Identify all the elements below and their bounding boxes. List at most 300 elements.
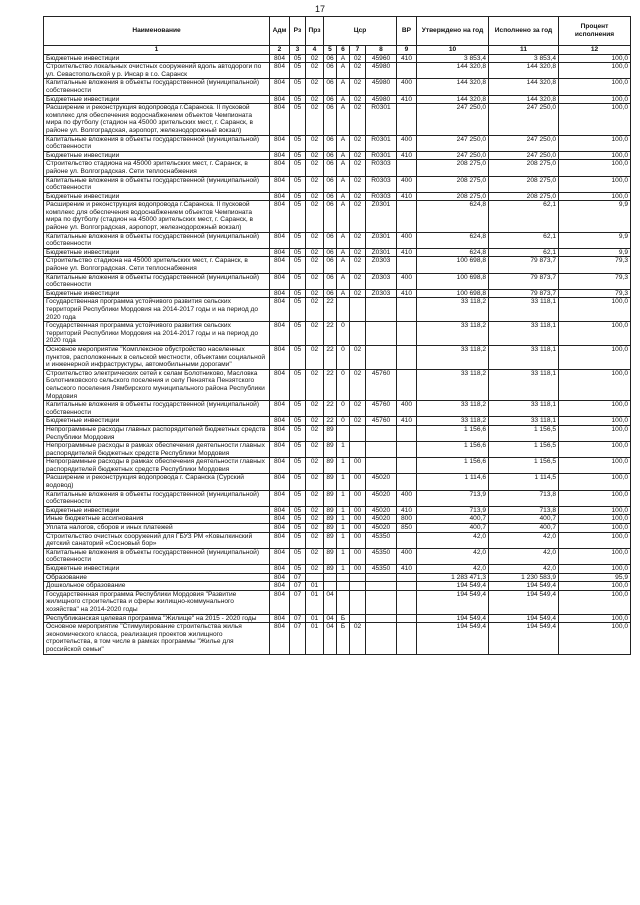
cell-executed: 62,1	[489, 248, 559, 257]
col-number: 7	[350, 46, 366, 55]
cell-prz: 02	[306, 257, 324, 273]
cell-rz: 05	[290, 54, 306, 63]
cell-csr-2: А	[337, 232, 350, 248]
header-prz: Прз	[306, 17, 324, 46]
cell-vr	[397, 369, 417, 400]
cell-csr-1: 06	[324, 232, 337, 248]
cell-percent: 100,0	[559, 63, 631, 79]
cell-adm: 804	[270, 524, 290, 533]
cell-percent: 100,0	[559, 369, 631, 400]
col-number: 12	[559, 46, 631, 55]
cell-vr	[397, 590, 417, 614]
cell-approved: 1 283 471,3	[417, 573, 489, 582]
cell-percent: 100,0	[559, 524, 631, 533]
cell-percent: 100,0	[559, 474, 631, 490]
cell-csr-2: А	[337, 273, 350, 289]
cell-prz: 01	[306, 590, 324, 614]
cell-prz: 02	[306, 63, 324, 79]
cell-rz: 05	[290, 273, 306, 289]
cell-csr-2	[337, 582, 350, 591]
cell-vr	[397, 623, 417, 654]
cell-csr-4: 45350	[366, 548, 397, 564]
cell-prz: 02	[306, 192, 324, 201]
page-number: 17	[314, 4, 325, 14]
cell-vr: 410	[397, 192, 417, 201]
cell-prz: 02	[306, 401, 324, 417]
cell-csr-4: 45980	[366, 95, 397, 104]
cell-adm: 804	[270, 298, 290, 322]
cell-csr-3: 02	[350, 401, 366, 417]
cell-csr-2: А	[337, 95, 350, 104]
cell-csr-4: R0303	[366, 192, 397, 201]
cell-csr-4: R0301	[366, 104, 397, 135]
cell-executed: 400,7	[489, 515, 559, 524]
cell-csr-4	[366, 425, 397, 441]
cell-name: Расширение и реконструкция водопровода г.Саранска. II пусковой комплекс для обеспечения водоснабжением объектов Чемпионата мира по футболу (стадион на 45000 зрительских мест, г. Саранск, в районе ул. Волгоградская, аэропорт, железнодорожный вокзал)	[44, 201, 270, 232]
cell-prz: 02	[306, 298, 324, 322]
cell-executed: 208 275,0	[489, 160, 559, 176]
table-row	[44, 298, 631, 322]
cell-adm: 804	[270, 192, 290, 201]
cell-executed: 1 114,5	[489, 474, 559, 490]
cell-csr-3: 02	[350, 151, 366, 160]
cell-name: Капитальные вложения в объекты государственной (муниципальной) собственности	[44, 79, 270, 95]
cell-percent: 100,0	[559, 95, 631, 104]
cell-executed: 400,7	[489, 524, 559, 533]
cell-adm: 804	[270, 289, 290, 298]
cell-name: Государственная программа устойчивого развития сельских территорий Республики Мордовия на 2014-2017 годы и на период до 2020 года	[44, 298, 270, 322]
cell-executed: 247 250,0	[489, 151, 559, 160]
cell-approved: 144 320,8	[417, 79, 489, 95]
cell-name: Бюджетные инвестиции	[44, 248, 270, 257]
cell-prz: 02	[306, 490, 324, 506]
col-number: 5	[324, 46, 337, 55]
cell-adm: 804	[270, 232, 290, 248]
cell-rz: 05	[290, 95, 306, 104]
cell-rz: 05	[290, 201, 306, 232]
cell-vr: 800	[397, 515, 417, 524]
cell-csr-1: 22	[324, 322, 337, 346]
cell-csr-2: А	[337, 160, 350, 176]
cell-percent: 100,0	[559, 614, 631, 623]
cell-percent: 100,0	[559, 515, 631, 524]
table-row	[44, 573, 631, 582]
cell-csr-3: 02	[350, 79, 366, 95]
cell-vr: 410	[397, 151, 417, 160]
cell-csr-3: 00	[350, 506, 366, 515]
cell-prz	[306, 573, 324, 582]
cell-csr-4: 45020	[366, 515, 397, 524]
cell-csr-2: А	[337, 104, 350, 135]
cell-rz: 05	[290, 232, 306, 248]
cell-prz: 02	[306, 151, 324, 160]
cell-rz: 05	[290, 176, 306, 192]
cell-executed: 33 118,1	[489, 322, 559, 346]
budget-table	[43, 16, 631, 655]
cell-rz: 05	[290, 548, 306, 564]
cell-rz: 05	[290, 515, 306, 524]
cell-adm: 804	[270, 417, 290, 426]
header-row	[44, 17, 631, 46]
cell-adm: 804	[270, 401, 290, 417]
table-row	[44, 401, 631, 417]
cell-percent: 9,9	[559, 201, 631, 232]
header-name: Наименование	[44, 17, 270, 46]
cell-approved: 33 118,2	[417, 401, 489, 417]
cell-adm: 804	[270, 490, 290, 506]
cell-percent: 9,9	[559, 248, 631, 257]
cell-csr-2: 1	[337, 474, 350, 490]
cell-prz: 01	[306, 623, 324, 654]
cell-executed: 62,1	[489, 232, 559, 248]
cell-csr-4: 45760	[366, 369, 397, 400]
cell-rz: 05	[290, 490, 306, 506]
cell-csr-4: Z0301	[366, 248, 397, 257]
cell-rz: 05	[290, 79, 306, 95]
cell-prz: 02	[306, 425, 324, 441]
cell-csr-1: 06	[324, 289, 337, 298]
cell-percent: 9,9	[559, 232, 631, 248]
cell-name: Основное мероприятие "Стимулирование строительства жилья экономического класса, реализация проектов жилищного строительства, в том числе в рамках программы "Жилье для российской семьи"	[44, 623, 270, 654]
cell-csr-1: 89	[324, 506, 337, 515]
table-row	[44, 524, 631, 533]
cell-csr-1: 22	[324, 298, 337, 322]
cell-percent: 100,0	[559, 192, 631, 201]
cell-vr	[397, 532, 417, 548]
cell-adm: 804	[270, 273, 290, 289]
cell-rz: 05	[290, 289, 306, 298]
cell-percent: 100,0	[559, 565, 631, 574]
cell-csr-2: 1	[337, 548, 350, 564]
cell-rz: 05	[290, 369, 306, 400]
cell-name: Государственная программа устойчивого развития сельских территорий Республики Мордовия на 2014-2017 годы и на период до 2020 года	[44, 322, 270, 346]
cell-approved: 194 549,4	[417, 590, 489, 614]
cell-csr-1: 04	[324, 590, 337, 614]
cell-percent: 100,0	[559, 506, 631, 515]
cell-rz: 05	[290, 192, 306, 201]
cell-executed: 194 549,4	[489, 614, 559, 623]
cell-name: Строительство очистных сооружений для ГБУЗ РМ «Ковылкинский детский санаторий «Сосновый бор»	[44, 532, 270, 548]
cell-adm: 804	[270, 573, 290, 582]
cell-name: Образование	[44, 573, 270, 582]
cell-adm: 804	[270, 176, 290, 192]
cell-name: Строительство электрических сетей к селам Болотниково, Масловка Болотниковского сельского поселения и селу Пензятка Пензятского сельского поселения Лямбирского муниципального района Республики Мордовия	[44, 369, 270, 400]
cell-csr-2: 1	[337, 506, 350, 515]
cell-csr-4: 45960	[366, 54, 397, 63]
cell-rz: 05	[290, 401, 306, 417]
cell-prz: 01	[306, 614, 324, 623]
cell-percent: 79,3	[559, 273, 631, 289]
cell-csr-3: 02	[350, 192, 366, 201]
cell-rz: 05	[290, 151, 306, 160]
cell-executed: 208 275,0	[489, 192, 559, 201]
cell-csr-4: R0301	[366, 151, 397, 160]
cell-percent: 100,0	[559, 623, 631, 654]
cell-csr-4: 45020	[366, 474, 397, 490]
cell-prz: 02	[306, 160, 324, 176]
cell-executed: 1 156,5	[489, 442, 559, 458]
cell-rz: 07	[290, 623, 306, 654]
cell-executed: 194 549,4	[489, 590, 559, 614]
cell-executed: 1 230 583,9	[489, 573, 559, 582]
cell-executed: 42,0	[489, 532, 559, 548]
cell-name: Строительство локальных очистных сооружений вдоль автодороги по ул. Севастопольской у р. Инсар в г.о. Саранск	[44, 63, 270, 79]
col-number: 2	[270, 46, 290, 55]
cell-rz: 05	[290, 417, 306, 426]
cell-csr-1: 06	[324, 151, 337, 160]
cell-csr-3: 00	[350, 524, 366, 533]
cell-csr-2: А	[337, 151, 350, 160]
cell-adm: 804	[270, 322, 290, 346]
cell-rz: 07	[290, 614, 306, 623]
col-number: 9	[397, 46, 417, 55]
cell-csr-1: 22	[324, 417, 337, 426]
table-row	[44, 135, 631, 151]
cell-csr-1: 06	[324, 63, 337, 79]
cell-approved: 208 275,0	[417, 176, 489, 192]
cell-percent: 79,3	[559, 289, 631, 298]
cell-vr: 400	[397, 79, 417, 95]
cell-csr-2: А	[337, 54, 350, 63]
header-approved: Утверждено на год	[417, 17, 489, 46]
cell-csr-3: 00	[350, 458, 366, 474]
cell-percent: 100,0	[559, 135, 631, 151]
cell-csr-3: 00	[350, 474, 366, 490]
cell-csr-4: 45760	[366, 417, 397, 426]
cell-rz: 05	[290, 63, 306, 79]
cell-executed: 79 873,7	[489, 289, 559, 298]
table-row	[44, 201, 631, 232]
col-number: 4	[306, 46, 324, 55]
header-adm: Адм	[270, 17, 290, 46]
cell-adm: 804	[270, 623, 290, 654]
cell-approved: 33 118,2	[417, 322, 489, 346]
table-row	[44, 232, 631, 248]
cell-csr-2: 1	[337, 515, 350, 524]
cell-name: Непрограммные расходы в рамках обеспечения деятельности главных распорядителей бюджетных средств Республики Мордовия	[44, 442, 270, 458]
cell-approved: 247 250,0	[417, 135, 489, 151]
cell-percent: 100,0	[559, 345, 631, 369]
table-row	[44, 63, 631, 79]
cell-vr	[397, 63, 417, 79]
cell-percent: 100,0	[559, 458, 631, 474]
cell-adm: 804	[270, 582, 290, 591]
cell-adm: 804	[270, 614, 290, 623]
cell-csr-1: 04	[324, 623, 337, 654]
cell-csr-1: 89	[324, 474, 337, 490]
cell-csr-1: 06	[324, 160, 337, 176]
cell-adm: 804	[270, 506, 290, 515]
cell-name: Государственная программа Республики Мордовия "Развитие жилищного строительства и сферы жилищно-коммунального хозяйства" на 2014-2020 годы	[44, 590, 270, 614]
cell-executed: 33 118,1	[489, 298, 559, 322]
table-row	[44, 506, 631, 515]
cell-rz: 05	[290, 474, 306, 490]
cell-csr-3: 02	[350, 289, 366, 298]
cell-percent: 100,0	[559, 532, 631, 548]
cell-csr-2	[337, 573, 350, 582]
cell-rz: 05	[290, 458, 306, 474]
cell-percent: 100,0	[559, 582, 631, 591]
cell-csr-2: А	[337, 289, 350, 298]
col-number: 11	[489, 46, 559, 55]
cell-csr-2: 1	[337, 524, 350, 533]
cell-rz: 07	[290, 590, 306, 614]
cell-executed: 42,0	[489, 548, 559, 564]
cell-vr: 410	[397, 506, 417, 515]
cell-adm: 804	[270, 151, 290, 160]
cell-adm: 804	[270, 458, 290, 474]
cell-csr-1: 89	[324, 548, 337, 564]
cell-rz: 05	[290, 345, 306, 369]
cell-csr-2: А	[337, 192, 350, 201]
cell-prz: 02	[306, 515, 324, 524]
cell-executed: 33 118,1	[489, 401, 559, 417]
cell-csr-4: Z0301	[366, 232, 397, 248]
cell-csr-4: 45350	[366, 532, 397, 548]
cell-csr-1: 06	[324, 192, 337, 201]
cell-csr-2: 0	[337, 401, 350, 417]
cell-csr-3: 02	[350, 623, 366, 654]
cell-csr-4	[366, 590, 397, 614]
cell-prz: 02	[306, 322, 324, 346]
cell-prz: 02	[306, 79, 324, 95]
cell-csr-1: 89	[324, 442, 337, 458]
cell-name: Иные бюджетные ассигнования	[44, 515, 270, 524]
cell-csr-2	[337, 298, 350, 322]
cell-vr: 410	[397, 289, 417, 298]
table-row	[44, 248, 631, 257]
cell-vr: 410	[397, 417, 417, 426]
cell-executed: 144 320,8	[489, 63, 559, 79]
cell-prz: 02	[306, 201, 324, 232]
cell-csr-4: 45020	[366, 524, 397, 533]
cell-name: Бюджетные инвестиции	[44, 95, 270, 104]
table-row	[44, 289, 631, 298]
cell-csr-2: 1	[337, 458, 350, 474]
cell-percent: 100,0	[559, 54, 631, 63]
cell-adm: 804	[270, 548, 290, 564]
cell-csr-3: 02	[350, 160, 366, 176]
cell-csr-4: R0303	[366, 160, 397, 176]
cell-approved: 33 118,2	[417, 345, 489, 369]
cell-vr	[397, 201, 417, 232]
cell-csr-1: 89	[324, 425, 337, 441]
cell-csr-3: 02	[350, 248, 366, 257]
cell-prz: 02	[306, 506, 324, 515]
cell-vr	[397, 458, 417, 474]
cell-adm: 804	[270, 104, 290, 135]
cell-rz: 05	[290, 442, 306, 458]
cell-csr-2	[337, 590, 350, 614]
cell-csr-4	[366, 582, 397, 591]
cell-executed: 79 873,7	[489, 257, 559, 273]
cell-csr-1: 04	[324, 614, 337, 623]
cell-csr-4: Z0303	[366, 257, 397, 273]
cell-approved: 194 549,4	[417, 582, 489, 591]
cell-approved: 42,0	[417, 532, 489, 548]
cell-vr: 410	[397, 565, 417, 574]
cell-csr-4	[366, 614, 397, 623]
cell-csr-1: 89	[324, 565, 337, 574]
cell-executed: 33 118,1	[489, 345, 559, 369]
cell-rz: 05	[290, 532, 306, 548]
cell-percent: 100,0	[559, 176, 631, 192]
cell-adm: 804	[270, 248, 290, 257]
cell-approved: 1 156,6	[417, 458, 489, 474]
cell-adm: 804	[270, 590, 290, 614]
cell-csr-3: 02	[350, 345, 366, 369]
cell-csr-1: 06	[324, 257, 337, 273]
cell-prz: 02	[306, 369, 324, 400]
cell-approved: 208 275,0	[417, 192, 489, 201]
cell-approved: 208 275,0	[417, 160, 489, 176]
cell-csr-1: 22	[324, 369, 337, 400]
cell-csr-1: 06	[324, 176, 337, 192]
cell-prz: 02	[306, 232, 324, 248]
cell-rz: 05	[290, 104, 306, 135]
cell-csr-4: 45350	[366, 565, 397, 574]
table-body	[44, 54, 631, 654]
cell-vr	[397, 582, 417, 591]
cell-approved: 624,8	[417, 248, 489, 257]
cell-csr-3: 00	[350, 515, 366, 524]
cell-csr-1: 22	[324, 345, 337, 369]
cell-approved: 1 156,6	[417, 442, 489, 458]
column-number-row	[44, 46, 631, 55]
cell-csr-4: 45980	[366, 63, 397, 79]
cell-adm: 804	[270, 442, 290, 458]
cell-name: Капитальные вложения в объекты государственной (муниципальной) собственности	[44, 401, 270, 417]
cell-adm: 804	[270, 135, 290, 151]
cell-csr-1: 06	[324, 54, 337, 63]
cell-csr-4	[366, 458, 397, 474]
cell-csr-4: Z0303	[366, 289, 397, 298]
cell-adm: 804	[270, 79, 290, 95]
cell-percent: 100,0	[559, 401, 631, 417]
cell-csr-2: 1	[337, 532, 350, 548]
cell-csr-4: R0303	[366, 176, 397, 192]
cell-csr-4: 45760	[366, 401, 397, 417]
cell-csr-3: 02	[350, 417, 366, 426]
cell-csr-3: 02	[350, 95, 366, 104]
cell-csr-3: 00	[350, 532, 366, 548]
cell-prz: 02	[306, 474, 324, 490]
cell-percent: 95,9	[559, 573, 631, 582]
cell-vr	[397, 442, 417, 458]
cell-approved: 42,0	[417, 565, 489, 574]
cell-executed: 1 156,5	[489, 425, 559, 441]
col-number: 8	[366, 46, 397, 55]
cell-vr: 400	[397, 548, 417, 564]
table-row	[44, 160, 631, 176]
cell-executed: 247 250,0	[489, 104, 559, 135]
table-row	[44, 548, 631, 564]
col-number: 3	[290, 46, 306, 55]
cell-approved: 144 320,8	[417, 63, 489, 79]
table-row	[44, 515, 631, 524]
cell-vr: 410	[397, 54, 417, 63]
cell-name: Непрограммные расходы в рамках обеспечения деятельности главных распорядителей бюджетных средств Республики Мордовия	[44, 458, 270, 474]
cell-prz: 02	[306, 345, 324, 369]
cell-csr-2	[337, 425, 350, 441]
cell-prz: 02	[306, 532, 324, 548]
cell-rz: 05	[290, 257, 306, 273]
cell-rz: 05	[290, 322, 306, 346]
cell-approved: 624,8	[417, 232, 489, 248]
cell-prz: 02	[306, 524, 324, 533]
cell-rz: 05	[290, 506, 306, 515]
cell-csr-1: 89	[324, 532, 337, 548]
